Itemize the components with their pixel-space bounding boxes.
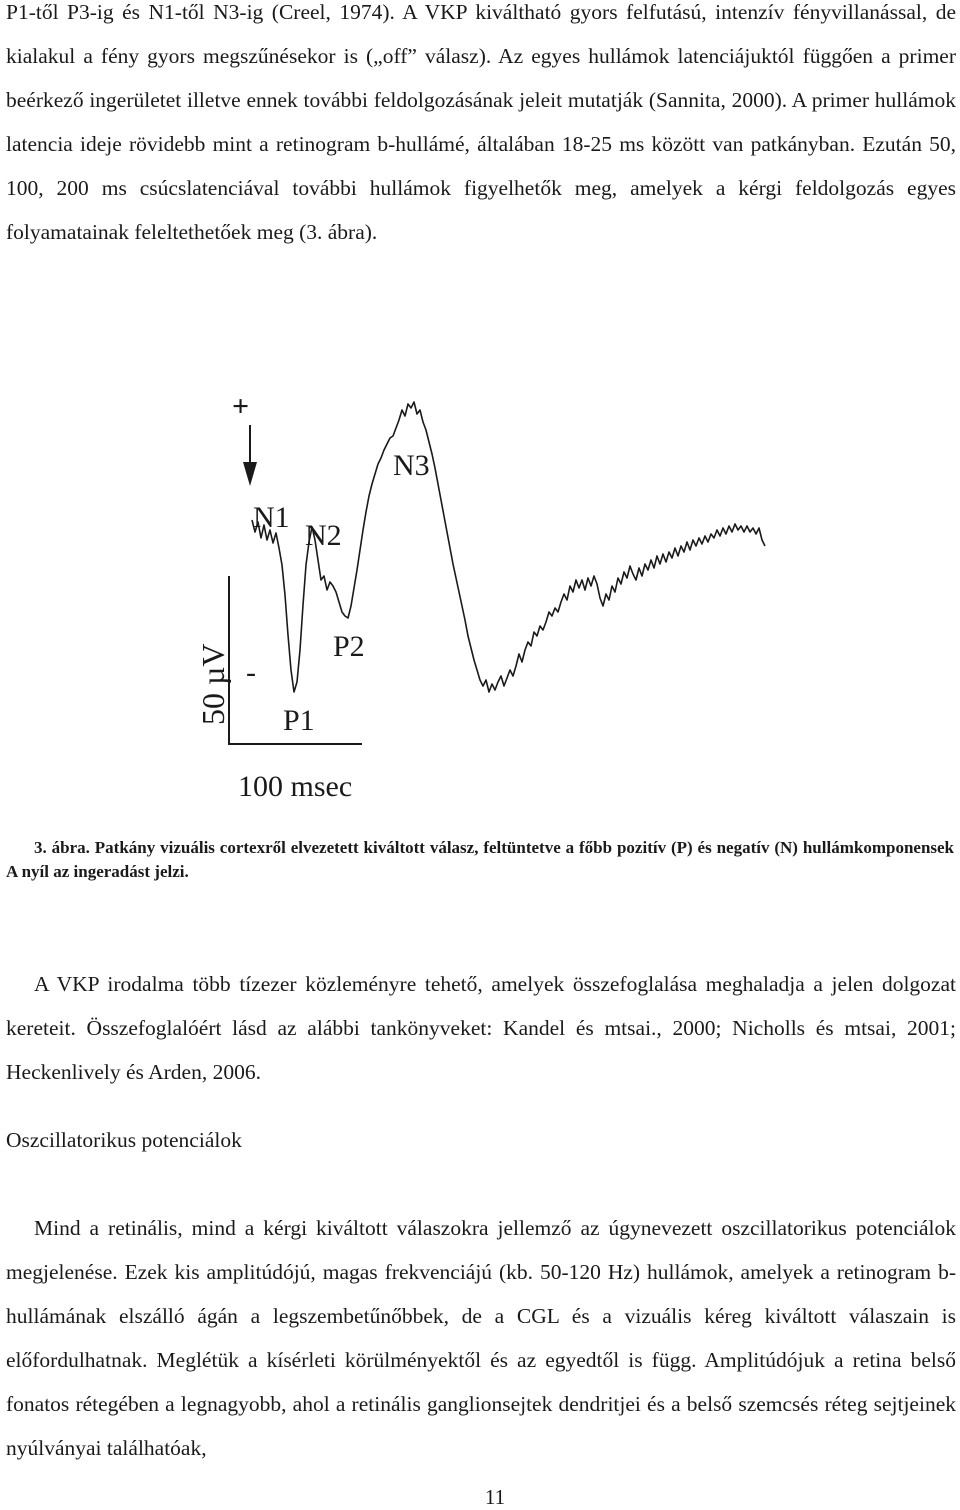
label-p2: P2	[333, 630, 365, 663]
label-n3: N3	[393, 449, 430, 482]
scale-y-label: 50 µV	[195, 643, 231, 725]
label-n1: N1	[253, 501, 290, 534]
evoked-potential-figure	[0, 380, 960, 820]
page-number: 11	[484, 1485, 506, 1509]
caption-text: Patkány vizuális cortexről elvezetett kiváltott válasz, feltüntetve a főbb pozitív (P) és negatív (N) hullámkomponensek A nyíl az ingeradást jelzi.	[6, 838, 955, 881]
body-paragraph-3: Mind a retinális, mind a kérgi kiváltott válaszokra jellemző az úgynevezett oszcillatorikus potenciálok megjelenése. Ezek kis amplitúdójú, magas frekvenciájú (kb. 50-120 Hz) hullámok, amelyek a retinogram b-hullámának elszálló ágán a legszembetűnőbbek, de a CGL és a vizuális kéreg kiváltott válaszain is előfordulhatnak. Meglétük a kísérleti körülményektől és az egyedtől is függ. Amplitúdójuk a retina belső fonatos rétegében a legnagyobb, ahol a retinális ganglionsejtek dendritjei és a belső szemcsés réteg sejtjeinek nyúlványai találhatóak,	[6, 1216, 956, 1460]
plus-sign: +	[232, 390, 250, 423]
body-paragraph-1: P1-től P3-ig és N1-től N3-ig (Creel, 1974). A VKP kiváltható gyors felfutású, intenzív fényvillanással, de kialakul a fény gyors megszűnésekor is („off” válasz). Az egyes hullámok latenciájuktól függően a primer beérkező ingerületet illetve ennek további feldolgozásának jeleit mutatják (Sannita, 2000). A primer hullámok latencia ideje rövidebb mint a retinogram b-hullámé, általában 18-25 ms között van patkányban. Ezután 50, 100, 200 ms csúcslatenciával további hullámok figyelhetők meg, amelyek a kérgi feldolgozás egyes folyamatainak feleltethetőek meg (3. ábra).	[6, 0, 956, 244]
label-n2: N2	[305, 519, 342, 552]
minus-sign: -	[246, 656, 256, 689]
label-p1: P1	[283, 704, 315, 737]
section-heading: Oszcillatorikus potenciálok	[6, 1128, 242, 1152]
figure-caption	[6, 836, 954, 884]
caption-number: 3. ábra.	[34, 838, 90, 857]
stimulus-arrow-icon	[243, 425, 257, 486]
body-paragraph-2: A VKP irodalma több tízezer közleményre tehető, amelyek összefoglalása meghaladja a jelen dolgozat kereteit. Összefoglalóért lásd az alábbi tankönyveket: Kandel és mtsai., 2000; Nicholls és mtsai, 2001; Heckenlively és Arden, 2006.	[6, 972, 956, 1084]
scale-x-label: 100 msec	[238, 770, 353, 803]
